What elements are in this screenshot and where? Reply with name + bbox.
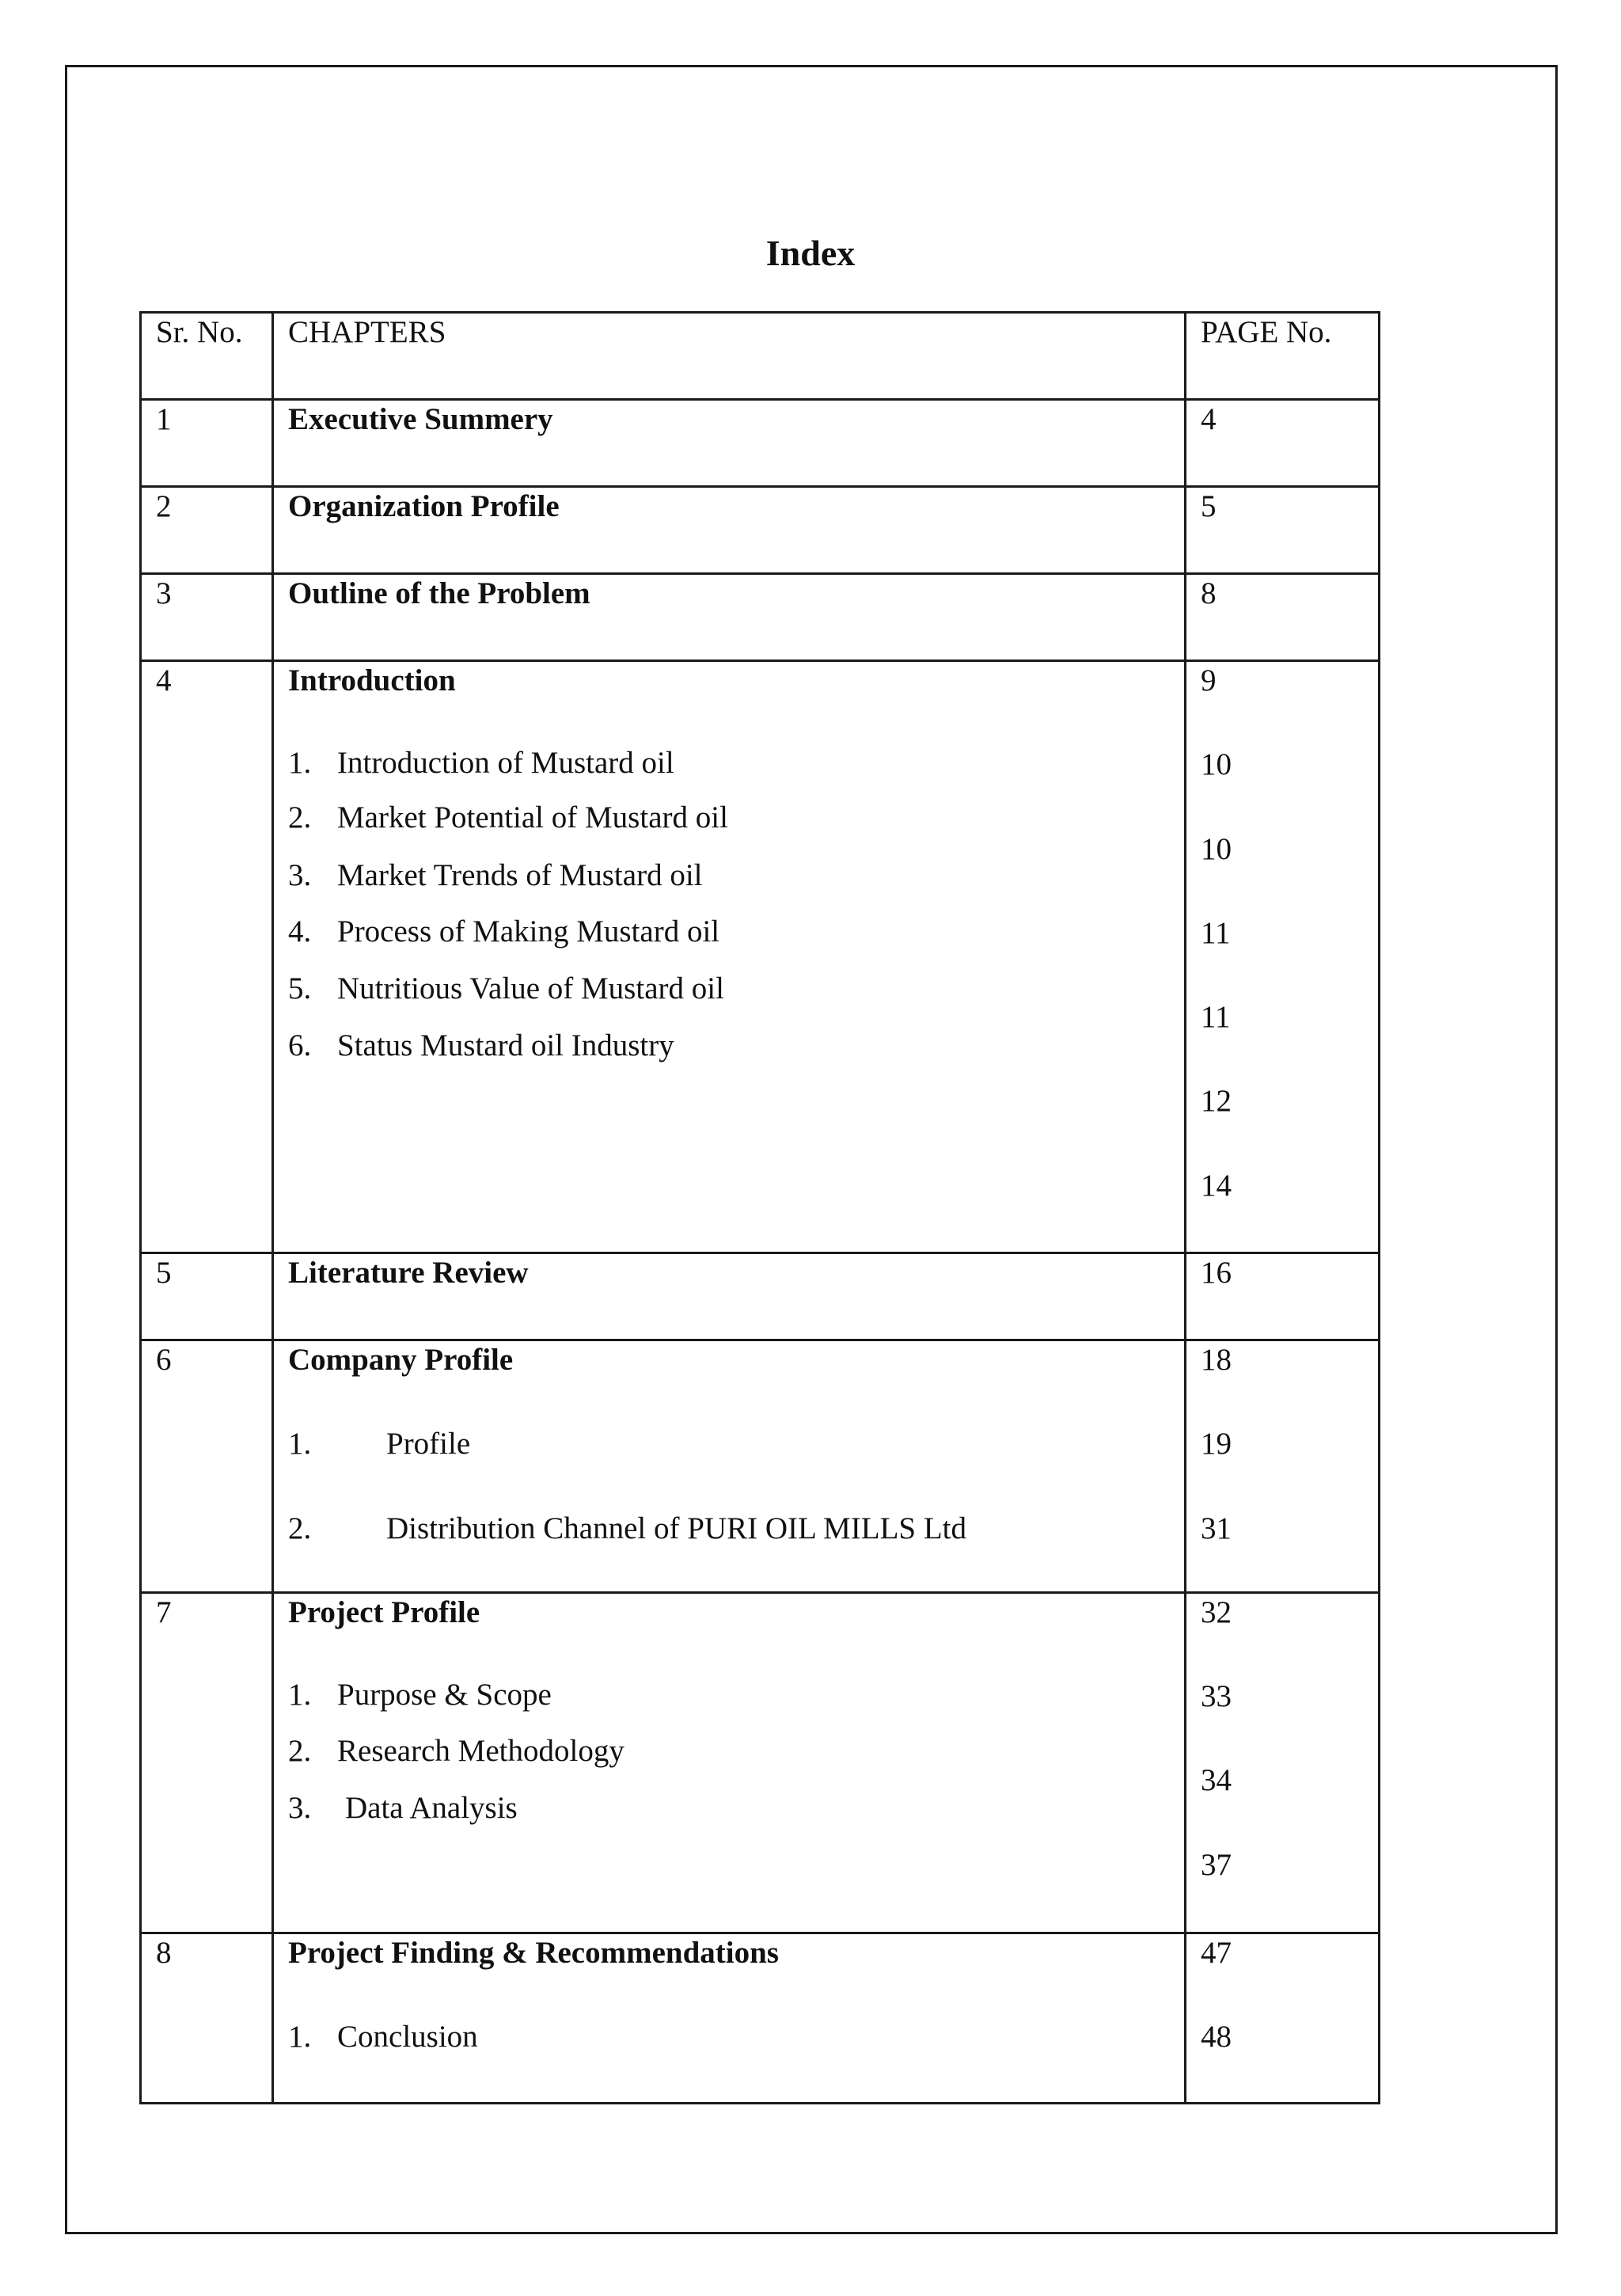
sub-list <box>288 1425 1170 1567</box>
row-sr-no: 8 <box>141 1933 273 2104</box>
list-number: 6. <box>288 1028 312 1062</box>
header-sr-no: Sr. No. <box>141 313 273 400</box>
list-item <box>288 1732 1170 1789</box>
list-number: 2. <box>288 1511 312 1545</box>
list-number: 2. <box>288 800 312 834</box>
list-text: Profile <box>386 1427 471 1461</box>
sub-list <box>288 2018 1170 2075</box>
list-item <box>288 1789 1170 1846</box>
page-number: 11 <box>1201 916 1231 950</box>
row-sr-no: 5 <box>141 1253 273 1340</box>
page-number: 14 <box>1201 1169 1232 1203</box>
chapter-title: Introduction <box>288 663 456 698</box>
chapter-title: Project Profile <box>288 1595 480 1629</box>
page-number: 32 <box>1201 1595 1232 1629</box>
list-number: 3. <box>288 1791 312 1825</box>
table-header-row <box>141 313 1380 400</box>
list-number: 1. <box>288 746 312 780</box>
list-item <box>288 1027 1170 1084</box>
page-number: 12 <box>1201 1084 1232 1118</box>
row-sr-no: 7 <box>141 1593 273 1933</box>
list-number: 1. <box>288 2020 312 2054</box>
list-item <box>288 799 1170 857</box>
page-number: 16 <box>1186 1253 1380 1340</box>
list-text: Data Analysis <box>345 1791 518 1825</box>
row-sr-no: 4 <box>141 661 273 1253</box>
page-number: 4 <box>1186 400 1380 487</box>
page-number: 5 <box>1186 487 1380 574</box>
chapter-title: Outline of the Problem <box>288 576 590 610</box>
table-row <box>141 661 1380 1253</box>
table-row <box>141 1253 1380 1340</box>
list-number: 2. <box>288 1734 312 1768</box>
list-text: Market Trends of Mustard oil <box>337 858 703 892</box>
page-number: 33 <box>1201 1679 1232 1713</box>
list-text: Status Mustard oil Industry <box>337 1028 674 1062</box>
row-sr-no: 3 <box>141 574 273 661</box>
list-item <box>288 2018 1170 2075</box>
chapter-title: Company Profile <box>288 1343 514 1377</box>
list-text: Process of Making Mustard oil <box>337 914 720 948</box>
list-text: Conclusion <box>337 2020 478 2054</box>
page-number: 31 <box>1201 1511 1232 1545</box>
sub-list <box>288 1676 1170 1846</box>
chapter-title: Literature Review <box>288 1256 529 1290</box>
header-page-no: PAGE No. <box>1186 313 1380 400</box>
list-number: 1. <box>288 1678 312 1712</box>
chapter-title: Executive Summery <box>288 402 553 436</box>
list-item <box>288 1676 1170 1732</box>
list-item <box>288 913 1170 970</box>
table-row <box>141 574 1380 661</box>
chapter-title: Organization Profile <box>288 489 560 523</box>
table-row <box>141 1340 1380 1593</box>
row-sr-no: 6 <box>141 1340 273 1593</box>
list-text: Research Methodology <box>337 1734 624 1768</box>
page-number: 8 <box>1186 574 1380 661</box>
list-text: Nutritious Value of Mustard oil <box>337 971 724 1005</box>
header-chapters: CHAPTERS <box>273 313 1186 400</box>
list-number: 3. <box>288 858 312 892</box>
sub-list <box>288 744 1170 1084</box>
row-sr-no: 1 <box>141 400 273 487</box>
list-text: Distribution Channel of PURI OIL MILLS Ltd <box>386 1511 967 1545</box>
row-sr-no: 2 <box>141 487 273 574</box>
list-number: 4. <box>288 914 312 948</box>
list-text: Purpose & Scope <box>337 1678 552 1712</box>
list-number: 5. <box>288 971 312 1005</box>
page-number: 11 <box>1201 1000 1231 1034</box>
list-text: Introduction of Mustard oil <box>337 746 674 780</box>
page-number: 10 <box>1201 747 1232 781</box>
page-number: 47 <box>1201 1936 1232 1970</box>
list-item <box>288 970 1170 1027</box>
page-number: 48 <box>1201 2020 1232 2054</box>
table-row <box>141 1933 1380 2104</box>
page-number: 19 <box>1201 1427 1232 1461</box>
page-number: 10 <box>1201 832 1232 866</box>
index-table <box>139 311 1380 2104</box>
list-item <box>288 1425 1170 1510</box>
page-number: 18 <box>1201 1343 1232 1377</box>
table-row <box>141 400 1380 487</box>
list-text: Market Potential of Mustard oil <box>337 800 728 834</box>
table-row <box>141 487 1380 574</box>
page-number: 9 <box>1201 663 1217 698</box>
list-item <box>288 1510 1170 1567</box>
page-number: 37 <box>1201 1848 1232 1882</box>
chapter-title: Project Finding & Recommendations <box>288 1936 779 1970</box>
page-title: Index <box>765 233 856 273</box>
list-item <box>288 744 1170 799</box>
table-row <box>141 1593 1380 1933</box>
page-number: 34 <box>1201 1763 1232 1797</box>
list-number: 1. <box>288 1427 312 1461</box>
list-item <box>288 857 1170 913</box>
